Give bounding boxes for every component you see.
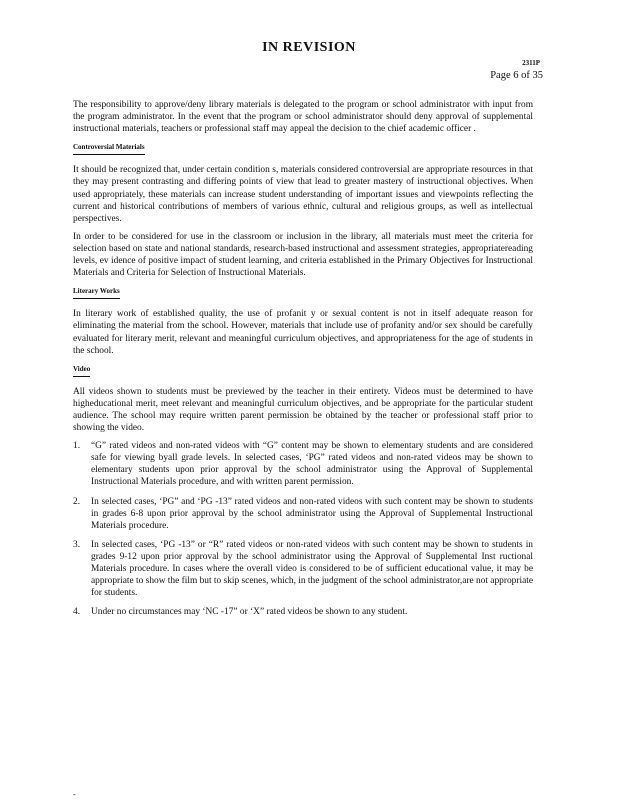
document-body — [73, 99, 533, 625]
list-item — [73, 496, 533, 532]
list-item — [73, 440, 533, 488]
controversial-paragraph-2: In order to be considered for use in the classroom or inclusion in the library, all materials must meet the criteria for selection based on state and national standards, research-based instructional and assessment strategies, appropriatereading levels, ev idence of positive impact of student learning, and criteria established in the Primary Objectives for Instructional Materials and Criteria for Selection of Instructional Materials. — [73, 231, 533, 279]
list-item — [73, 539, 533, 599]
section-heading-controversial — [73, 141, 533, 155]
policy-code: 2311P — [522, 59, 540, 67]
controversial-paragraph-1: It should be recognized that, under certain condition s, materials considered controversial are appropriate resources in that they may present contrasting and differing points of view that lead to greater mastery of instructional objectives. When used appropriately, these materials can increase student understanding of important issues and viewpoints reflecting the current and historical contributions of members of various ethnic, cultural and religious groups, as well as intellectual perspectives. — [73, 165, 533, 224]
literary-paragraph-1: In literary work of established quality, the use of profanit y or sexual content is not in itself adequate reason for eliminating the material from the school. However, materials that include use of profanity and/or sex should be carefully evaluated for literary merit, relevant and meaningful curriculum objectives, and appropriateness for the age of students in the school. — [73, 309, 533, 356]
list-item — [73, 606, 533, 618]
section-heading-text: Literary Works — [73, 285, 120, 299]
document-title: IN REVISION — [262, 40, 356, 55]
intro-paragraph: The responsibility to approve/deny library materials is delegated to the program or school administrator with input from the program administrator. In the event that the program or school administrator should deny approval of supplemental instructional materials, teachers or professional staff may appeal the decision to the chief academic officer . — [73, 100, 533, 135]
list-text: In selected cases, ‘PG” and ‘PG -13” rated videos and non-rated videos with such content may be shown to students in grades 6-8 upon prior approval by the school administrator using the Approval of Supplemental Instructional Materials procedure. — [91, 496, 533, 531]
section-heading-text: Video — [73, 363, 90, 377]
section-heading-text: Controversial Materials — [73, 141, 145, 155]
list-text: In selected cases, ‘PG -13” or “R” rated videos or non-rated videos with such content may be shown to students in grades 9-12 upon prior approval by the school administrator using the Approval of Supplemental Inst ructional Materials procedure. In cases where the overall video is considered to be of sufficient educational value, it may be appropriate to show the film but to skip scenes, which, in the judgment of the school administrator,are not appropriate for students. — [91, 539, 533, 599]
section-heading-literary — [73, 285, 533, 299]
list-text: Under no circumstances may ‘NC -17” or ‘X” rated videos be shown to any student. — [91, 607, 408, 618]
list-number: 4. — [73, 607, 81, 618]
video-paragraph-1: All videos shown to students must be previewed by the teacher in their entirety. Videos must be determined to have higheducational merit, meet relevant and meaningful curriculum objectives, and be appropriate for the particular student audience. The school may require written parent permission be obtained by the teacher or professional staff prior to showing the video. — [73, 386, 533, 434]
list-text: “G” rated videos and non-rated videos with “G” content may be shown to elementary students and are considered safe for viewing byall grade levels. In selected cases, ‘PG” rated videos and non-rated videos may be shown to elementary students upon prior approval by the school administrator using the Approval of Supplemental Instructional Materials procedure, and with written parent permission. — [91, 441, 533, 488]
footer-mark: - — [73, 790, 76, 799]
video-rating-list — [73, 440, 533, 618]
section-heading-video — [73, 363, 533, 377]
list-number: 1. — [73, 441, 81, 452]
list-number: 2. — [73, 496, 81, 507]
page-number: Page 6 of 35 — [490, 70, 543, 81]
list-number: 3. — [73, 539, 81, 550]
